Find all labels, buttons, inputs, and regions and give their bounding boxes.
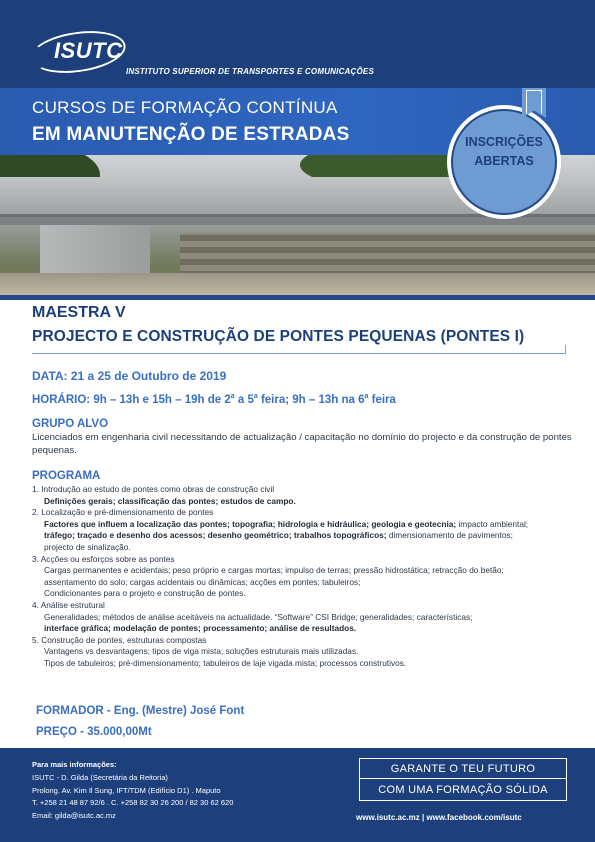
web-links[interactable]: www.isutc.ac.mz | www.facebook.com/isutc [356, 813, 522, 822]
contact-email[interactable]: Email: gilda@isutc.ac.mz [32, 810, 116, 820]
contact-line: Prolong. Av. Kim Il Sung, IFT/TDM (Edifício D1) . Maputo [32, 785, 221, 795]
target-group-heading: GRUPO ALVO [32, 418, 109, 430]
contact-heading: Para mais informações: [32, 760, 117, 769]
course-schedule [32, 393, 396, 406]
programme-item: 4. Análise estrutural [32, 599, 105, 610]
schedule-part: feira; 9h – 13h na 6 [257, 393, 365, 406]
programme-detail [32, 530, 577, 542]
programme-detail: assentamento do solo; cargas acidentais ou dinâmicas; acções em pontes; tabuleiros; [44, 576, 361, 587]
badge-line2: ABERTAS [474, 154, 534, 168]
programme-detail: interface gráfica; modelação de pontes; processamento; análise de resultados. [44, 623, 357, 634]
riverbed [0, 273, 595, 295]
schedule-part: HORÁRIO: 9h – 13h e 15h – 19h de 2 [32, 393, 231, 406]
badge-text [450, 133, 558, 171]
programme-detail: Generalidades; métodos de análise aceitáveis na actualidade. “Software” CSI Bridge; generalidades; características; [44, 611, 473, 622]
programme-item: 1. Introdução ao estudo de pontes como obras de construção civil [32, 484, 275, 494]
detail-normal: impacto ambiental; [456, 518, 529, 529]
programme-detail: Vantagens vs desvantagens; tipos de viga mista; soluções estruturais mais utilizadas. [44, 646, 359, 657]
programme-list [32, 484, 577, 670]
programme-detail: Tipos de tabuleiros; pré-dimensionamento; tabuleiros de laje vigada mista; processos construtivos. [44, 657, 407, 668]
programme-item: 5. Construção de pontes, estruturas compostas [32, 634, 207, 645]
institution-name: INSTITUTO SUPERIOR DE TRANSPORTES E COMUNICAÇÕES [126, 67, 374, 76]
price: PREÇO - 35.000,00Mt [36, 726, 152, 738]
trainer: FORMADOR - Eng. (Mestre) José Font [36, 705, 245, 717]
title-divider [32, 353, 566, 354]
module-subtitle: PROJECTO E CONSTRUÇÃO DE PONTES PEQUENAS (PONTES I) [32, 328, 525, 345]
course-title-line2: EM MANUTENÇÃO DE ESTRADAS [32, 124, 350, 145]
programme-detail: projecto de sinalização. [44, 541, 131, 552]
schedule-sup: a [253, 393, 258, 400]
programme-heading: PROGRAMA [32, 470, 101, 482]
programme-detail: Condicionantes para o projeto e construção de pontes. [44, 588, 246, 599]
target-group-text: Licenciados em engenharia civil necessitando de actualização / capacitação no domínio do projecto e da construção de pontes pequenas. [32, 432, 572, 456]
isutc-logo [30, 28, 130, 76]
module-title: MAESTRA V [32, 304, 126, 321]
detail-bold: Factores que influem a localização das pontes; topografia; hidrologia e hidráulica; geologia e geotecnia; [44, 518, 457, 529]
badge-line1: INSCRIÇÕES [465, 135, 543, 149]
contact-line: T. +258 21 48 87 92/6 . C. +258 82 30 26 200 / 82 30 62 620 [32, 798, 234, 808]
slogan-line1: GARANTE O TEU FUTURO [390, 763, 536, 775]
title-divider-end [565, 345, 566, 354]
contact-details [32, 772, 233, 822]
course-date: DATA: 21 a 25 de Outubro de 2019 [32, 369, 227, 383]
programme-item: 3. Acções ou esforços sobre as pontes [32, 553, 175, 564]
schedule-part: a 5 [234, 393, 254, 406]
schedule-sup: a [364, 393, 369, 400]
programme-detail: Definições gerais; classificação das pontes; estudos de campo. [44, 495, 296, 506]
contact-line: ISUTC - D. Gilda (Secretária da Reitoria) [32, 773, 168, 782]
programme-detail: Cargas permanentes e acidentais; peso próprio e cargas mortas; impulso de terras; pressão hidrostática; retracção do betão; [44, 565, 504, 576]
detail-normal: dimensionamento de pavimentos; [386, 530, 513, 541]
detail-bold: tráfego; traçado e desenho dos acessos; desenho geométrico; trabalhos topográficos; [44, 530, 387, 541]
slogan-divider [359, 778, 567, 779]
slogan-line2: COM UMA FORMAÇÃO SÓLIDA [378, 784, 548, 796]
programme-item: 2. Localização e pré-dimensionamento de pontes [32, 507, 214, 518]
schedule-sup: a [230, 393, 235, 400]
schedule-part: feira [368, 393, 396, 406]
programme-detail [32, 519, 577, 531]
course-title-line1: CURSOS DE FORMAÇÃO CONTÍNUA [32, 98, 338, 117]
logo-text: ISUTC [54, 38, 123, 63]
